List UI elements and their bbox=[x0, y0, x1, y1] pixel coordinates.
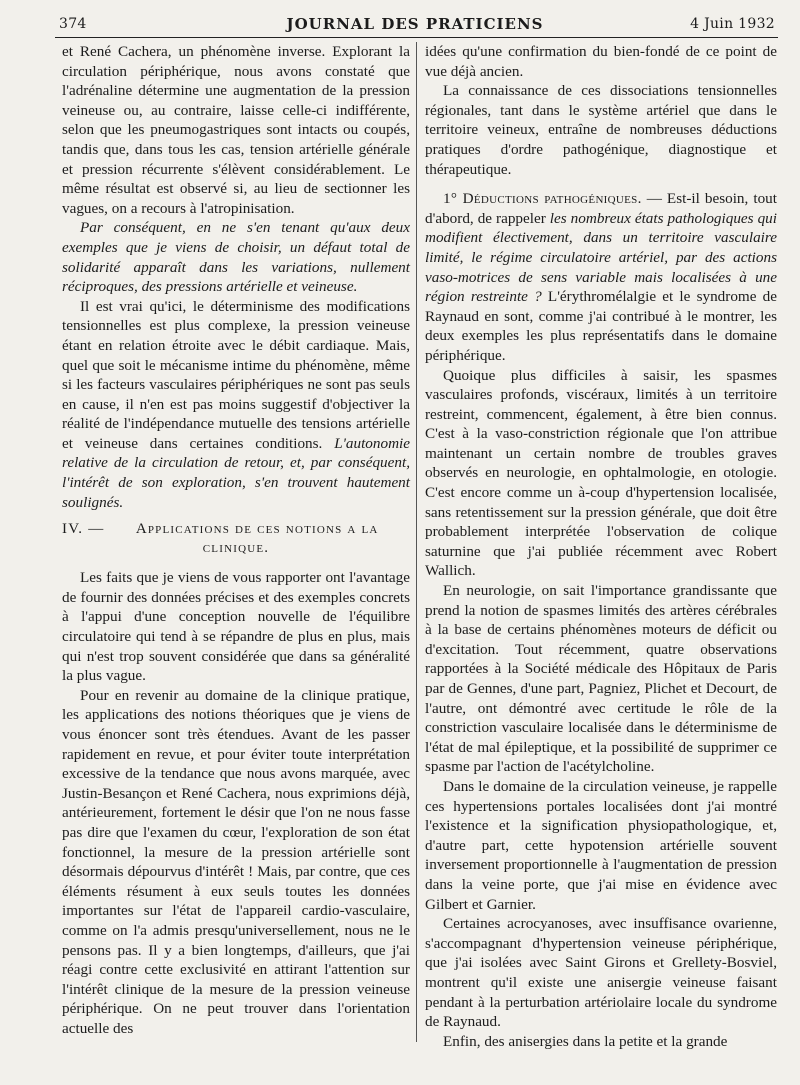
section-title: Applications de ces notions a la clinique. bbox=[135, 521, 379, 557]
paragraph bbox=[425, 189, 777, 365]
paragraph: Enfin, des anisergies dans la petite et la grande bbox=[443, 1032, 728, 1050]
paragraph-text: — Est-il besoin, tout d'abord, de rappeler bbox=[425, 190, 777, 227]
paragraph: Certaines acrocyanoses, avec insuffisance ovarienne, s'accompagnant d'hypertension veineuse périphérique, que j'ai isolées avec Saint Girons et Grellety-Bosviel, montrent qu'il existe une anisergie veineuse faisant pendant à la perturbation artériolaire locale du syndrome de Raynaud. bbox=[425, 915, 777, 1031]
paragraph-emphasis: L'autonomie relative de la circulation de retour, et, par conséquent, l'intérêt de son exploration, s'en trouvent hautement soulignés. bbox=[62, 434, 410, 511]
paragraph: Les faits que je viens de vous rapporter ont l'avantage de fournir des données précises et des exemples concrets à l'appui d'une conception nouvelle de l'équilibre circulatoire qui tend à se répandre de plus en plus, mais qui n'est trop souvent considérée que dans sa généralité la plus vague. bbox=[62, 569, 410, 685]
section-number: IV. — bbox=[62, 521, 105, 538]
paragraph-text: L'érythromélalgie et le syndrome de Raynaud en sont, comme j'ai contribué à le montrer, les deux exemples les plus représentatifs dans le domaine périphérique. bbox=[425, 288, 778, 364]
section-heading bbox=[62, 520, 410, 558]
right-column bbox=[425, 42, 777, 1072]
issue-date: 4 Juin 1932 bbox=[690, 16, 775, 32]
spacer bbox=[425, 179, 777, 189]
paragraph-text: Il est vrai qu'ici, le déterminisme des modifications tensionnelles est plus complexe, la pression veineuse étant en relation étroite avec le débit cardiaque. Mais, quel que soit le mécanisme intime du phénomène, même si les facteurs vasculaires périphériques ne sont pas seuls en cause, il n'en est pas moins suggestif d'objectiver la réalité de l'indépendance mutuelle des tensions artérielle et veineuse dans certaines conditions. bbox=[62, 297, 410, 452]
paragraph: Quoique plus difficiles à saisir, les spasmes vasculaires profonds, viscéraux, limités à un territoire restreint, commencent, également, à être bien connus. C'est à la vaso-constriction régionale que l'on attribue maintenant un certain nombre de troubles graves observés en neurologie, en ophtalmologie, en otologie. C'est encore comme un à-coup d'hypertension localisée, sans retentissement sur la pression générale, que doit être probablement interprétée l'observation de colique saturnine que j'ai publiée récemment avec Robert Wallich. bbox=[425, 366, 777, 580]
left-column bbox=[62, 42, 410, 1072]
paragraph: La connaissance de ces dissociations tensionnelles régionales, tant dans le système artériel que dans le territoire veineux, entraîne de nombreuses déductions pratiques d'ordre pathogénique, diagnostique et thérapeutique. bbox=[425, 82, 777, 178]
paragraph: et René Cachera, un phénomène inverse. Explorant la circulation périphérique, nous avons constaté que l'adrénaline détermine une augmentation de la pression veineuse ou, au contraire, laisse celle-ci indifférente, selon que les pneumogastriques sont intacts ou coupés, tandis que, dans tous les cas, tension artérielle générale et pression récurrente s'élèvent considérablement. Le même résultat est observé si, au lieu de sectionner les vagues, on a recours à l'atropinisation. bbox=[62, 43, 410, 217]
subsection-heading: 1° Déductions pathogéniques. bbox=[443, 190, 642, 208]
paragraph: Dans le domaine de la circulation veineuse, je rappelle ces hypertensions portales localisées dont j'ai montré l'existence et la signification physiopathologique, et, d'autre part, cette hypotension artérielle souvent inversement proportionnelle à l'augmentation de pression dans la veine porte, que j'ai mise en évidence avec Gilbert et Garnier. bbox=[425, 777, 777, 913]
paragraph-emphasis: les nombreux états pathologiques qui modifient électivement, dans un territoire vasculaire limité, le régime circulatoire artériel, par des actions vaso-motrices de sens variable mais localisées à une région restreinte ? bbox=[425, 209, 777, 306]
header-rule bbox=[55, 37, 778, 38]
column-divider bbox=[416, 42, 417, 1042]
journal-title: JOURNAL DES PRATICIENS bbox=[286, 15, 544, 33]
paragraph: Pour en revenir au domaine de la clinique pratique, les applications des notions théoriques que je viens de vous énoncer sont très étendues. Avant de les passer rapidement en revue, et pour éviter toute interprétation excessive de la tendance que nous avons marquée, avec Justin-Besançon et René Cachera, nous exprimions déjà, antérieurement, fortement le désir que l'on ne nous fasse pas dire que l'examen du cœur, l'exploration de son état fonctionnel, la mesure de la pression artérielle sont désormais dépourvus d'intérêt ! Mais, par contre, que ces éléments résument à eux seuls toutes les données importantes sur l'état de l'appareil cardio-vasculaire, comme on l'a admis presqu'universellement, nous ne le pensons pas. Il y a bien longtemps, d'ailleurs, que j'ai réagi contre cette exclusivité en attirant l'attention sur l'intérêt clinique de la mesure de la pression veineuse périphérique. On ne peut trouver dans l'orientation actuelle des bbox=[62, 686, 410, 1037]
paragraph: idées qu'une confirmation du bien-fondé de ce point de vue déjà ancien. bbox=[425, 43, 777, 80]
paragraph: En neurologie, on sait l'importance grandissante que prend la notion de spasmes limités des artères cérébrales à la base de certains phénomènes moteurs de déficit ou d'excitation. Tout récemment, quatre observations rapportées à la Société médicale des Hôpitaux de Paris par de Gennes, d'une part, Pagniez, Plichet et Decourt, de l'autre, ont démontré avec certitude le rôle de la constriction vasculaire localisée dans le déterminisme de l'état de mal épileptique, et la possibilité de supprimer ce spasme par l'action de l'acétylcholine. bbox=[425, 582, 777, 776]
paragraph bbox=[62, 297, 410, 513]
page-number: 374 bbox=[59, 16, 87, 32]
paragraph-italic: Par conséquent, en ne s'en tenant qu'aux deux exemples que je viens de choisir, un défaut total de solidarité apparaît dans les variations, nullement réciproques, des pressions artérielle et veineuse. bbox=[62, 219, 410, 296]
running-header bbox=[55, 12, 775, 34]
